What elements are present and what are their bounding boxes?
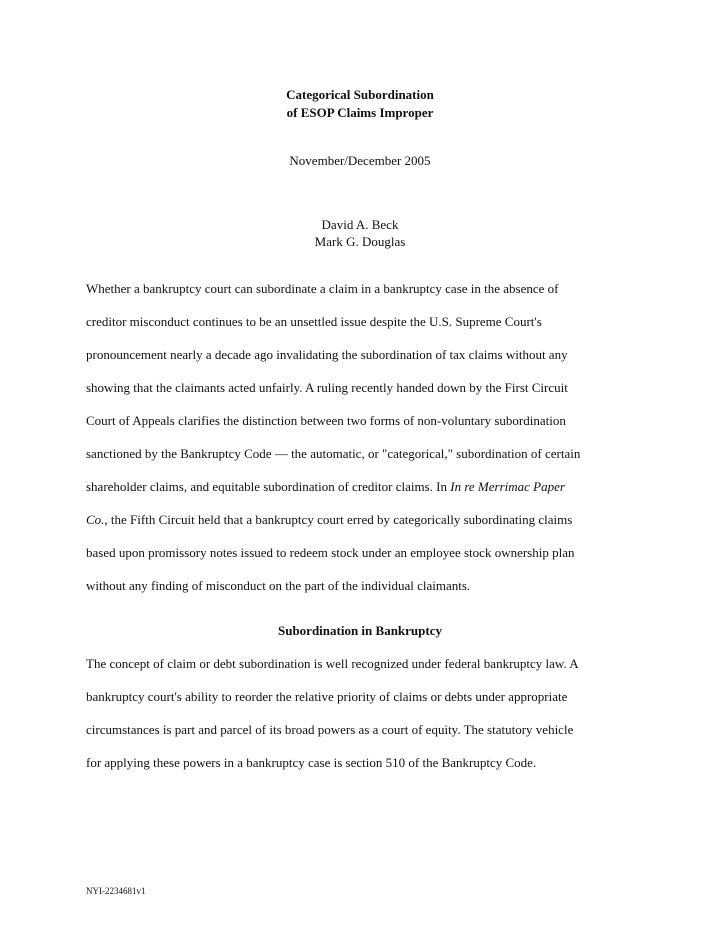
intro-line: based upon promissory notes issued to redeem stock under an employee stock ownership plan [86,545,575,560]
author-name-2: Mark G. Douglas [314,234,406,249]
intro-line: creditor misconduct continues to be an unsettled issue despite the U.S. Supreme Court's [86,314,542,329]
intro-line: sanctioned by the Bankruptcy Code — the automatic, or "categorical," subordination of certain [86,446,581,461]
section-line: bankruptcy court's ability to reorder the relative priority of claims or debts under appropriate [86,689,568,704]
intro-line: pronouncement nearly a decade ago invalidating the subordination of tax claims without any [86,347,568,362]
document-title-line-2: of ESOP Claims Improper [286,105,434,120]
author-name-1: David A. Beck [321,217,399,232]
section-line: The concept of claim or debt subordination is well recognized under federal bankruptcy law. A [86,656,579,671]
case-name-italic: Co. [86,512,105,527]
intro-text: shareholder claims, and equitable subordination of creditor claims. In [86,479,451,494]
section-line: for applying these powers in a bankruptcy case is section 510 of the Bankruptcy Code. [86,755,537,770]
intro-line [86,511,646,529]
document-title-line-1: Categorical Subordination [286,87,434,102]
intro-line: without any finding of misconduct on the part of the individual claimants. [86,578,471,593]
intro-line: Whether a bankruptcy court can subordinate a claim in a bankruptcy case in the absence of [86,281,559,296]
section-line: circumstances is part and parcel of its broad powers as a court of equity. The statutory vehicle [86,722,574,737]
intro-line: showing that the claimants acted unfairly. A ruling recently handed down by the First Circuit [86,380,568,395]
intro-line [86,478,646,496]
publication-date: November/December 2005 [289,153,431,168]
document-id-footer: NYI-2234681v1 [86,886,146,896]
case-name-italic: In re Merrimac Paper [450,479,565,494]
section-heading: Subordination in Bankruptcy [277,623,442,638]
intro-line: Court of Appeals clarifies the distinction between two forms of non-voluntary subordination [86,413,566,428]
intro-text: , the Fifth Circuit held that a bankruptcy court erred by categorically subordinating claims [104,512,573,527]
